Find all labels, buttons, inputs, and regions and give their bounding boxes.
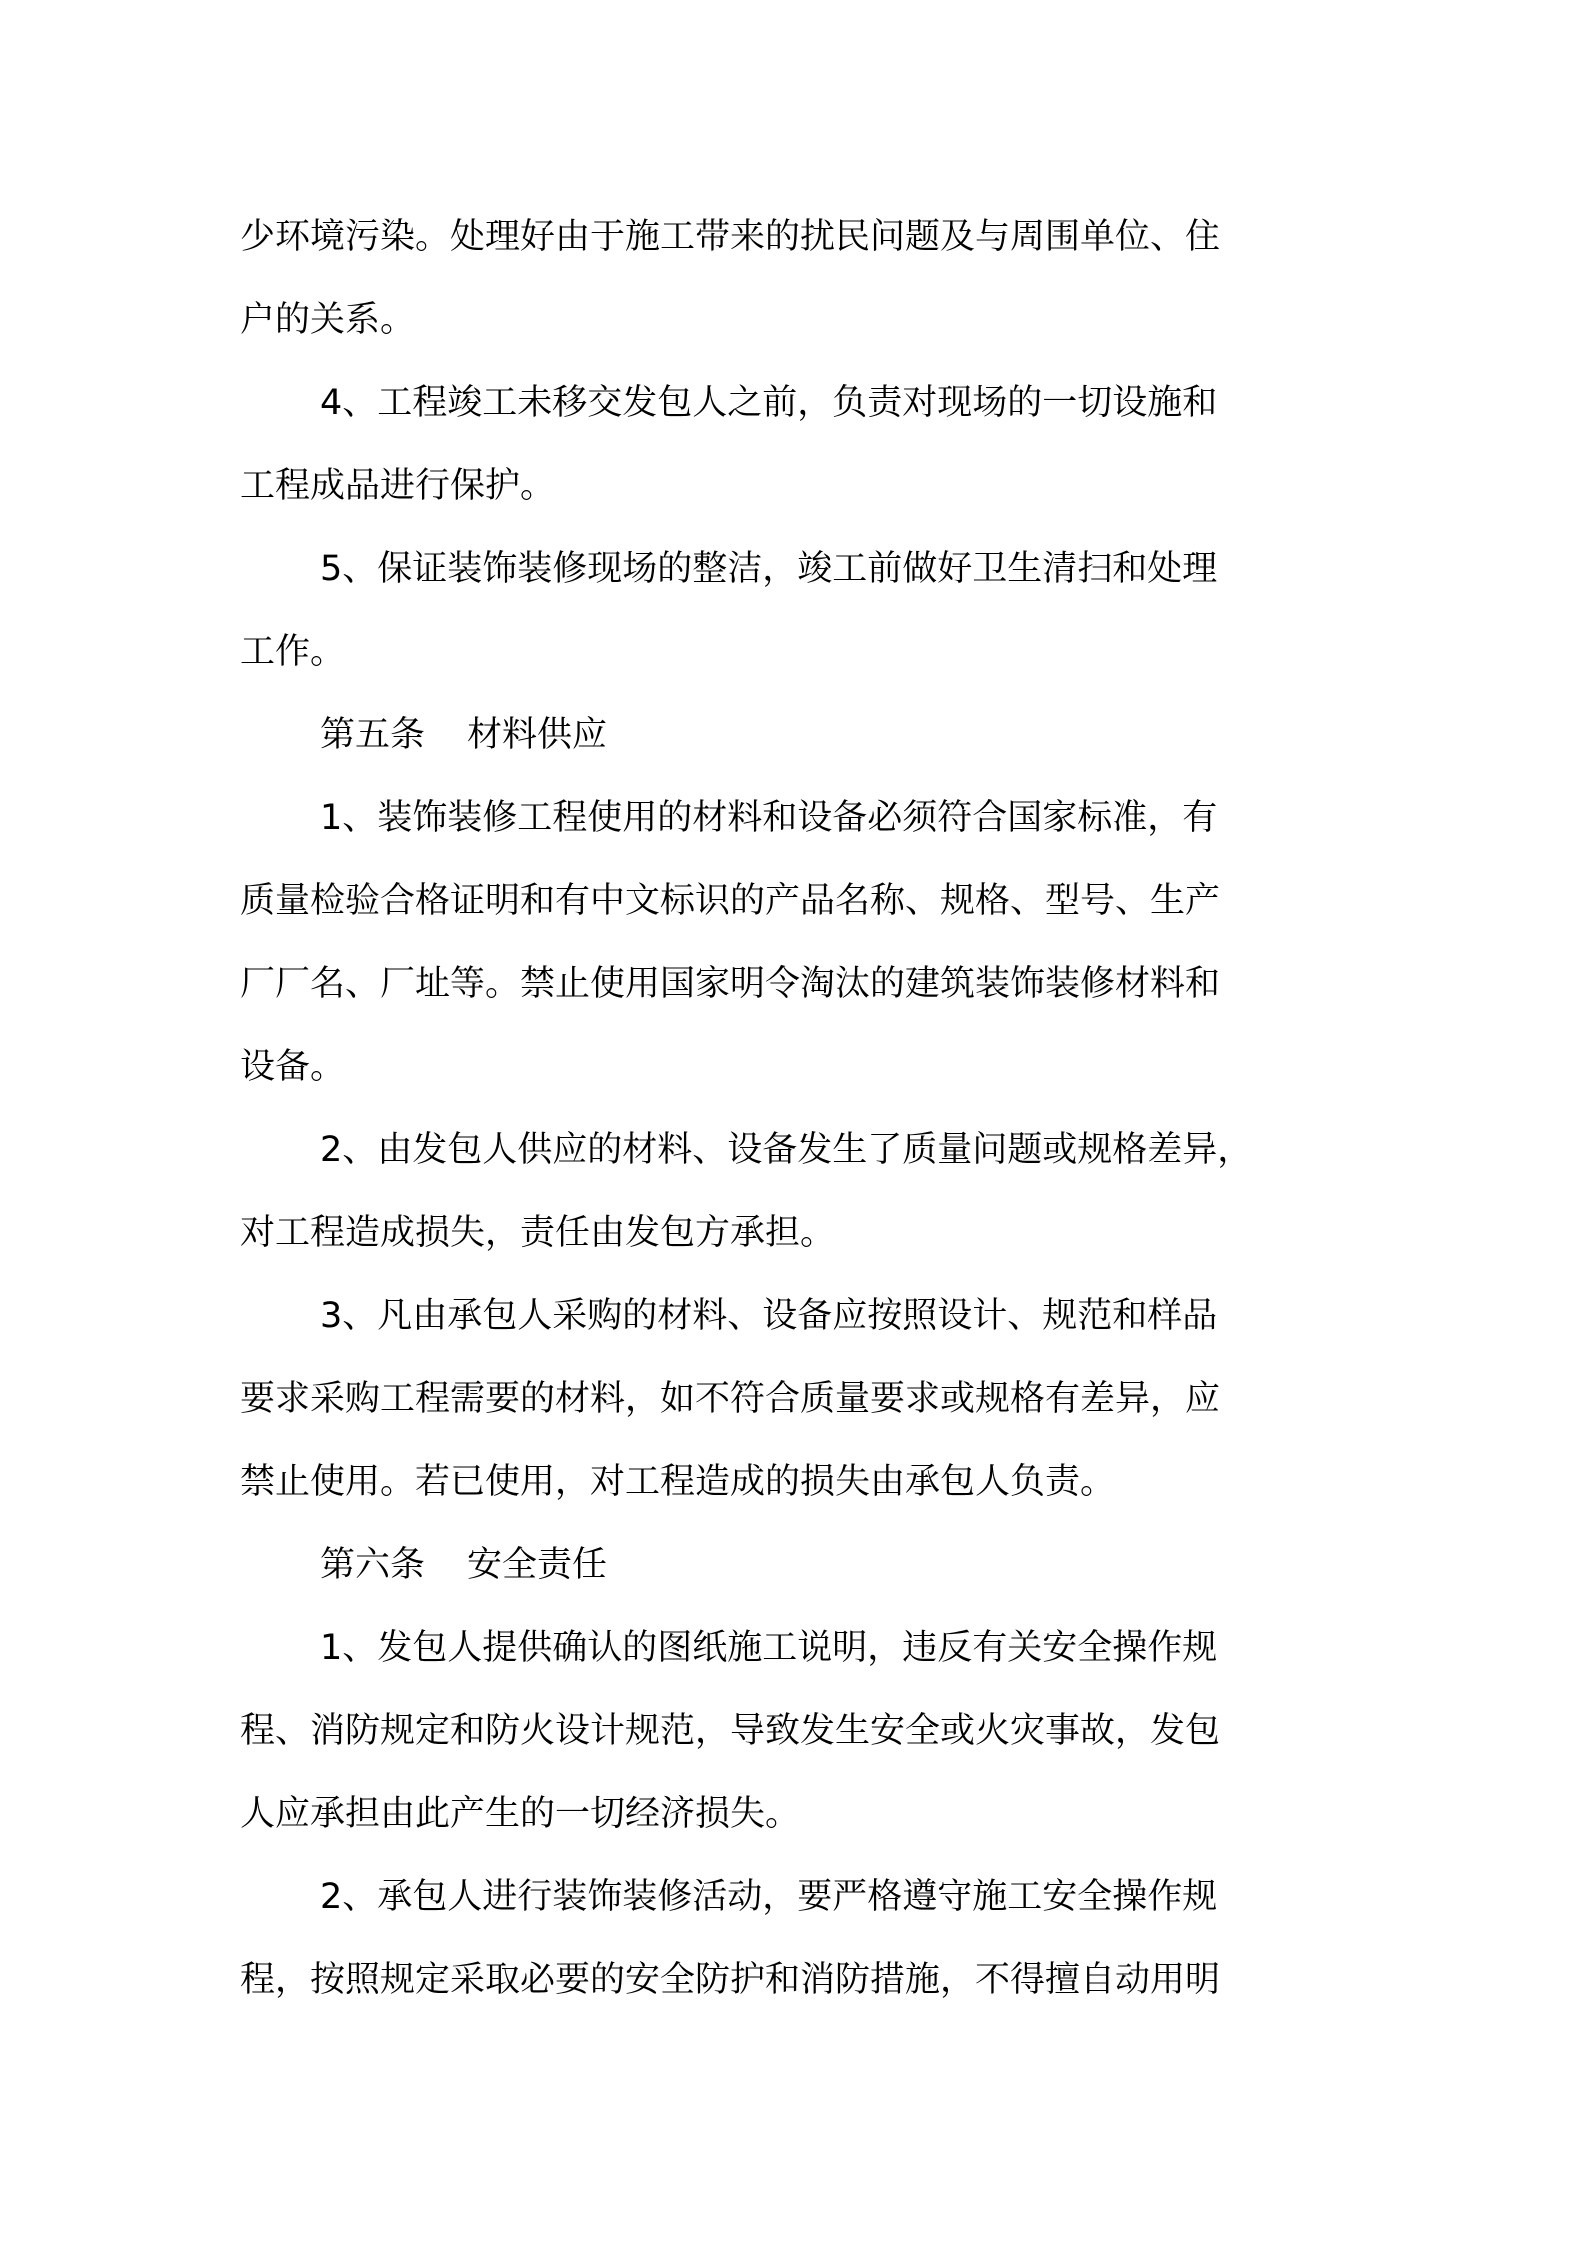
paragraph-line: 户的关系。 — [240, 300, 416, 340]
paragraph-line: 禁止使用。若已使用，对工程造成的损失由承包人负责。 — [240, 1462, 1116, 1502]
article-heading — [240, 1524, 1368, 1607]
article-number: 第六条 — [320, 1545, 426, 1585]
paragraph-line: 4、工程竣工未移交发包人之前，负责对现场的一切设施和 — [320, 383, 1218, 423]
paragraph-line: 1、装饰装修工程使用的材料和设备必须符合国家标准，有 — [320, 798, 1218, 838]
paragraph-line: 程，按照规定采取必要的安全防护和消防措施，不得擅自动用明 — [240, 1960, 1221, 2000]
paragraph-line: 人应承担由此产生的一切经济损失。 — [240, 1794, 801, 1834]
paragraph-line: 对工程造成损失，责任由发包方承担。 — [240, 1213, 836, 1253]
paragraph-line: 程、消防规定和防火设计规范，导致发生安全或火灾事故，发包 — [240, 1711, 1221, 1751]
paragraph-line: 要求采购工程需要的材料，如不符合质量要求或规格有差异，应 — [240, 1379, 1221, 1419]
article-number: 第五条 — [320, 715, 426, 755]
paragraph-line: 工程成品进行保护。 — [240, 466, 556, 506]
paragraph-line: 少环境污染。处理好由于施工带来的扰民问题及与周围单位、住 — [240, 217, 1221, 257]
paragraph-line: 工作。 — [240, 632, 346, 672]
paragraph-line: 厂厂名、厂址等。禁止使用国家明令淘汰的建筑装饰装修材料和 — [240, 964, 1221, 1004]
article-title: 安全责任 — [467, 1545, 608, 1585]
paragraph-line: 1、发包人提供确认的图纸施工说明，违反有关安全操作规 — [320, 1628, 1218, 1668]
document-body — [240, 196, 1368, 2022]
article-title: 材料供应 — [467, 715, 608, 755]
paragraph-line: 2、由发包人供应的材料、设备发生了质量问题或规格差异， — [320, 1130, 1253, 1170]
paragraph-line: 设备。 — [240, 1047, 346, 1087]
article-heading — [240, 694, 1368, 777]
paragraph-line: 质量检验合格证明和有中文标识的产品名称、规格、型号、生产 — [240, 881, 1221, 921]
paragraph-line: 5、保证装饰装修现场的整洁，竣工前做好卫生清扫和处理 — [320, 549, 1218, 589]
paragraph-line: 3、凡由承包人采购的材料、设备应按照设计、规范和样品 — [320, 1296, 1218, 1336]
paragraph-line: 2、承包人进行装饰装修活动，要严格遵守施工安全操作规 — [320, 1877, 1218, 1917]
